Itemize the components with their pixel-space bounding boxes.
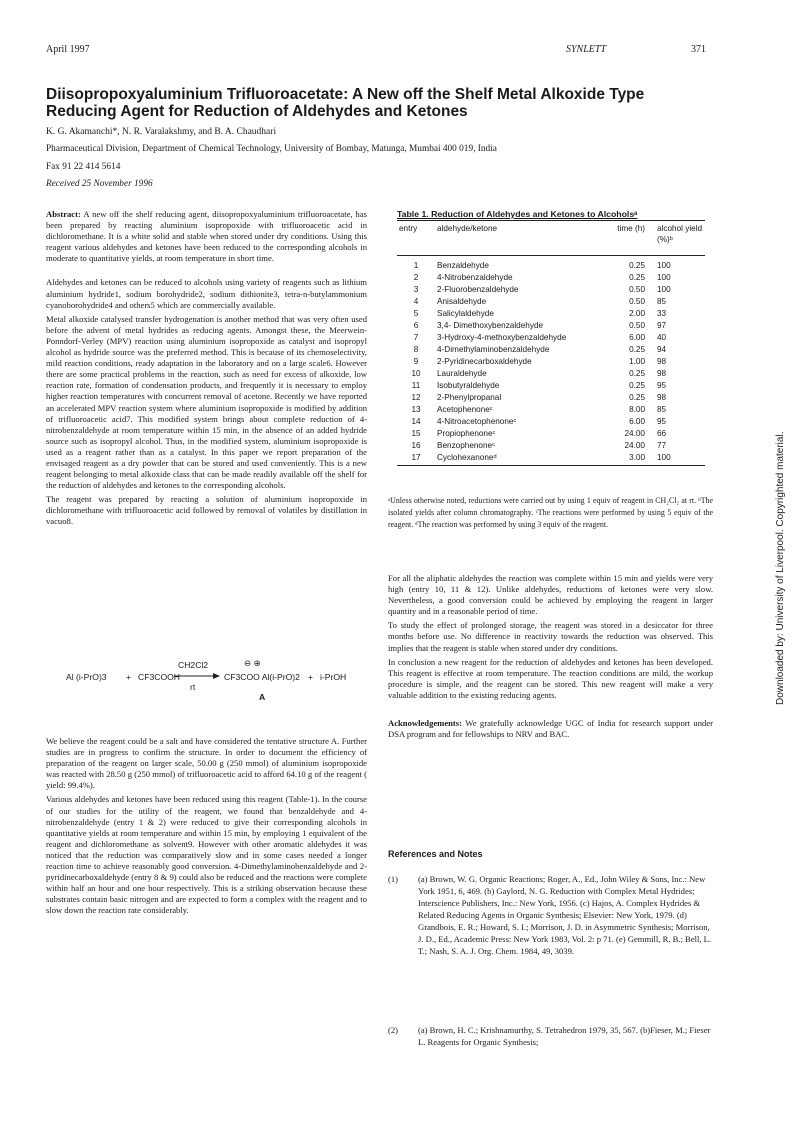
table-row [397, 256, 705, 273]
cell-time: 0.50 [629, 321, 645, 330]
cell-entry: 4 [413, 297, 419, 306]
intro-paragraph-1: Aldehydes and ketones can be reduced to alcohols using variety of reagents such as lithium aluminium hydride1, sodium borohydride2, sodium dithionite3, tetra-n-butylammonium cyanoborohydride4 and others5 which are commercially available. [46, 277, 367, 310]
cell-substrate: Benzaldehyde [437, 261, 489, 270]
cell-time: 0.25 [629, 345, 645, 354]
cell-entry: 16 [411, 441, 421, 450]
structure-paragraph: We believe the reagent could be a salt and have considered the tentative structure A. Further studies are in progress to confirm the structure. In order to document the efficiency of preparation of the reagent on larger scale, 50.00 g (250 mmol) of aluminium isopropoxide was reacted with 28.50 g (250 mmol) of trifluoroacetic acid to afford 64.10 g of the reagent ( yield: 99.4%). [46, 736, 367, 791]
abstract-label: Abstract: [46, 209, 81, 219]
fax: Fax 91 22 414 5614 [46, 162, 121, 172]
header-date: April 1997 [46, 44, 90, 55]
scheme-temperature: rt [190, 682, 196, 692]
acknowledgements-label: Acknowledgements: [388, 718, 462, 729]
cell-time: 0.50 [629, 297, 645, 306]
cell-yield: 98 [657, 369, 667, 378]
cell-yield: 94 [657, 345, 667, 354]
table-footnote: ᵃUnless otherwise noted, reductions were carried out by using 1 equiv of reagent in CH₂Cl₂ at rt. ᵇThe isolated yields after column chromatography. ᶜThe reactions were performed by using 5 equiv of the reagent. ᵈThe reaction was performed by using 3 equiv of the reagent. [388, 496, 713, 529]
scheme-charges: ⊖ ⊕ [244, 658, 261, 668]
cell-substrate: Acetophenoneᶜ [437, 405, 493, 414]
cell-entry: 15 [411, 429, 421, 438]
scheme-reactant-1: Al (i-PrO)3 [66, 672, 107, 682]
cell-substrate: Salicylaldehyde [437, 309, 494, 318]
cell-entry: 7 [413, 333, 419, 342]
cell-time: 24.00 [624, 429, 645, 438]
cell-yield: 100 [657, 273, 671, 282]
paper-title: Diisopropoxyaluminium Trifluoroacetate: A New off the Shelf Metal Alkoxide Type Reducing Agent for Reduction of Aldehydes and Ketones [46, 86, 645, 120]
scheme-label: A [259, 692, 266, 702]
cell-substrate: Propiophenoneᶜ [437, 429, 496, 438]
table-row [397, 416, 705, 428]
cell-substrate: Benzophenoneᶜ [437, 441, 495, 450]
cell-entry: 2 [413, 273, 419, 282]
table-row [397, 320, 705, 332]
cell-substrate: Anisaldehyde [437, 297, 487, 306]
right-column [388, 573, 713, 743]
table-row [397, 308, 705, 320]
left-column-top [46, 209, 367, 531]
results-table [397, 220, 705, 466]
cell-substrate: 2-Phenylpropanal [437, 393, 502, 402]
cell-substrate: 4-Nitrobenzaldehyde [437, 273, 513, 282]
cell-yield: 98 [657, 393, 667, 402]
cell-time: 0.25 [629, 369, 645, 378]
cell-substrate: 2-Fluorobenzaldehyde [437, 285, 519, 294]
table-title: Table 1. Reduction of Aldehydes and Ketones to Alcoholsᵃ [397, 209, 638, 219]
cell-yield: 85 [657, 297, 667, 306]
cell-yield: 66 [657, 429, 667, 438]
results-paragraph: Various aldehydes and ketones have been reduced using this reagent (Table-1). In the course of our studies for the utility of the reagent, we found that benzaldehyde and 4-nitrobenzaldehyde (entry 1 & 2) were reduced to give their corresponding alcohols in quantitative yields at room temperature and within 15 min, by employing 1 equivalent of the reagent and dichloromethane as solvent9. However with other aromatic aldehydes it was noticed that the reduction was comparatively slow and in some cases needed a longer reaction time to achieve reasonably good conversion. 4-Dimethylaminobenzaldehyde and 2-pyridinecarboxaldehyde (entry 8 & 9) could also be reduced and the reactions were complete within half an hour and one hour respectively. This is a striking observation because these substrates contain basic nitrogen and are expected to form a complex with the reagent and to slow down the reaction rate considerably. [46, 794, 367, 916]
cell-entry: 11 [411, 381, 421, 390]
storage-paragraph: To study the effect of prolonged storage, the reagent was stored in a desiccator for three months before use. No difference in reactivity towards the reduction was observed. This implies that the reagent is stable when stored under dry conditions. [388, 620, 713, 653]
reference-text: (a) Brown, H. C.; Krishnamurthy, S. Tetrahedron 1979, 35, 567. (b)Fieser, M.; Fieser L. Reagents for Organic Synthesis; [418, 1025, 711, 1047]
header-journal: SYNLETT [566, 44, 607, 55]
references-heading: References and Notes [388, 849, 483, 859]
table-row [397, 452, 705, 466]
cell-entry: 13 [411, 405, 421, 414]
cell-substrate: 4-Dimethylaminobenzaldehyde [437, 345, 550, 354]
reference-number: (2) [388, 1025, 399, 1035]
aliphatic-paragraph: For all the aliphatic aldehydes the reaction was complete within 15 min and yields were very high (entry 10, 11 & 12). Unlike aldehydes, reductions of ketones were very slow. Nevertheless, a good conversion could be achieved by employing the reagent in larger quantity and in a reasonable period of time. [388, 573, 713, 617]
cell-entry: 12 [411, 393, 421, 402]
cell-yield: 95 [657, 381, 667, 390]
cell-substrate: 4-Nitroacetophenoneᶜ [437, 417, 517, 426]
table-header-row [397, 221, 705, 256]
cell-time: 0.25 [629, 381, 645, 390]
scheme-product: CF3COO Al(i-PrO)2 [224, 672, 300, 682]
cell-yield: 100 [657, 261, 671, 270]
table-row [397, 440, 705, 452]
cell-yield: 98 [657, 357, 667, 366]
cell-entry: 9 [413, 357, 419, 366]
cell-substrate: Isobutyraldehyde [437, 381, 500, 390]
left-column-bottom [46, 736, 367, 920]
header-page-number: 371 [691, 44, 706, 55]
intro-paragraph-2: Metal alkoxide catalysed transfer hydrogenation is another method that was very often used before the advent of metal hydrides as reducing agents. Amongst these, the Meerwein-Ponndorf-Verley (MPV) reaction using aluminium isopropoxide as catalyst and isopropyl alcohol as hydride source was the preferred method. This is because of its chemoselectivity, mild reaction conditions, ready adaptation in the laboratory and on a large scale6. However there are some practical problems in the reaction, such as need for excess of alkoxide, low reaction rate, formation of condensation products, and frequently it is necessary to employ higher reaction temperatures with concurrent removal of acetone. Recently we have reported an accelerated MPV reaction system where aluminium isopropoxide is modified by addition of trifluoroacetic acid7. This modified system brings about complete reduction of 4-nitrobenzaldehyde at room temperature within 15 min, in the absence of an added hydride source such as isopropyl alcohol. Thus, in the modified system, aluminium isopropoxide is used as a reagent rather than as a catalyst. In this paper we report preparation of the envisaged reagent as a dry powder that can be stored and used conveniently. This is a new reagent belonging to metal alkoxide class that can be made readily available off the shelf for the reduction of aldehydes and ketones to the corresponding alcohols. [46, 313, 367, 491]
cell-entry: 6 [413, 321, 419, 330]
reaction-scheme [66, 658, 366, 706]
acknowledgements [388, 718, 713, 740]
cell-time: 1.00 [629, 357, 645, 366]
table-row [397, 428, 705, 440]
cell-yield: 85 [657, 405, 667, 414]
table-row [397, 368, 705, 380]
cell-entry: 8 [413, 345, 419, 354]
cell-time: 6.00 [629, 417, 645, 426]
cell-substrate: 3,4- Dimethoxybenzaldehyde [437, 321, 544, 330]
table-row [397, 380, 705, 392]
cell-yield: 95 [657, 417, 667, 426]
received-date: Received 25 November 1996 [46, 179, 153, 189]
cell-substrate: Cyclohexanoneᵈ [435, 452, 595, 466]
cell-substrate: Lauraldehyde [437, 369, 487, 378]
table-row [397, 356, 705, 368]
col-header-yield: alcohol yield (%)ᵇ [655, 221, 705, 256]
table-row [397, 392, 705, 404]
table-row [397, 272, 705, 284]
scheme-solvent: CH2Cl2 [178, 660, 209, 670]
abstract [46, 209, 367, 264]
cell-yield: 40 [657, 333, 667, 342]
authors: K. G. Akamanchi*, N. R. Varalakshmy, and B. A. Chaudhari [46, 127, 277, 137]
col-header-entry: entry [397, 221, 435, 256]
intro-paragraph-3: The reagent was prepared by reacting a solution of aluminium isopropoxide in dichloromethane with trifluoroacetic acid followed by removal of volatiles by distillation in vacuo8. [46, 494, 367, 527]
scheme-byproduct: i-PrOH [320, 672, 347, 682]
cell-entry: 3 [413, 285, 419, 294]
cell-time: 0.25 [629, 273, 645, 282]
cell-time: 2.00 [629, 309, 645, 318]
cell-entry: 5 [413, 309, 419, 318]
table-row [397, 404, 705, 416]
reference-item [388, 873, 713, 957]
reference-number: (1) [388, 874, 399, 884]
cell-time: 0.25 [629, 393, 645, 402]
cell-time: 6.00 [629, 333, 645, 342]
cell-yield: 33 [657, 309, 667, 318]
cell-time: 24.00 [624, 441, 645, 450]
col-header-substrate: aldehyde/ketone [435, 221, 595, 256]
table-row [397, 284, 705, 296]
reaction-arrow-icon [174, 672, 220, 680]
reference-text: (a) Brown, W. G. Organic Reactions; Roger, A., Ed., John Wiley & Sons, Inc.: New York 1951, 6, 469. (b) Gaylord, N. G. Reduction with Complex Metal Hydrides; Interscience Publishers, Inc.: New York, 1956. (c) Hajos, A. Complex Hydrides & Related Reducing Agents in Organic Synthesis; Elsevier: New York, 1979. (d) Grandbois, E. R.; Howard, S. I.; Morrison, J. D. in Asymmetric Synthesis; Morrison, J. D., Ed., Academic Press: New York 1983, Vol. 2: p 71. (e) Gemmill, R. B.; Bell, L. T.; Nash, S. A. J. Org. Chem. 1984, 49, 3039. [418, 874, 712, 956]
cell-yield: 100 [657, 285, 671, 294]
scheme-plus-2: + [308, 672, 314, 682]
reference-item [388, 1024, 713, 1048]
cell-entry: 17 [397, 452, 435, 466]
cell-entry: 14 [411, 417, 421, 426]
cell-yield: 97 [657, 321, 667, 330]
scheme-reactant-2: CF3COOH [138, 672, 181, 682]
abstract-text: A new off the shelf reducing agent, diisopropoxyaluminium trifluoroacetate, has been prepared by reacting aluminium isopropoxide with trifluoroacetic acid in dichloromethane. It is a white solid and stable when stored under dry conditions. Using this reagent various aldehydes and ketones have been reduced to the corresponding alcohols in moderate to quantitative yields, at room temperature in short time. [46, 209, 367, 264]
col-header-time: time (h) [595, 221, 655, 256]
conclusion-paragraph: In conclusion a new reagent for the reduction of aldehydes and ketones has been developed. This reagent is effective at room temperature. The reaction conditions are mild, the workup procedure is simple, and the reagent can be stored. This new reagent will make a very valuable addition to the existing reducing agents. [388, 656, 713, 700]
cell-time: 0.50 [629, 285, 645, 294]
scheme-plus-1: + [126, 672, 132, 682]
cell-entry: 10 [411, 369, 421, 378]
cell-time: 0.25 [629, 261, 645, 270]
cell-substrate: 3-Hydroxy-4-methoxybenzaldehyde [437, 333, 567, 342]
table-row [397, 344, 705, 356]
acknowledgements-text: We gratefully acknowledge UGC of India for research support under DSA program and for fellowships to NRV and BAC. [388, 718, 713, 740]
cell-yield: 100 [655, 452, 705, 466]
cell-yield: 77 [657, 441, 667, 450]
cell-time: 3.00 [595, 452, 655, 466]
cell-entry: 1 [413, 261, 419, 270]
download-notice: Downloaded by: University of Liverpool. Copyrighted material. [775, 431, 786, 705]
affiliation: Pharmaceutical Division, Department of Chemical Technology, University of Bombay, Matunga, Mumbai 400 019, India [46, 144, 497, 154]
cell-substrate: 2-Pyridinecarboxaldehyde [437, 357, 532, 366]
table-row [397, 296, 705, 308]
cell-time: 8.00 [629, 405, 645, 414]
table-row [397, 332, 705, 344]
